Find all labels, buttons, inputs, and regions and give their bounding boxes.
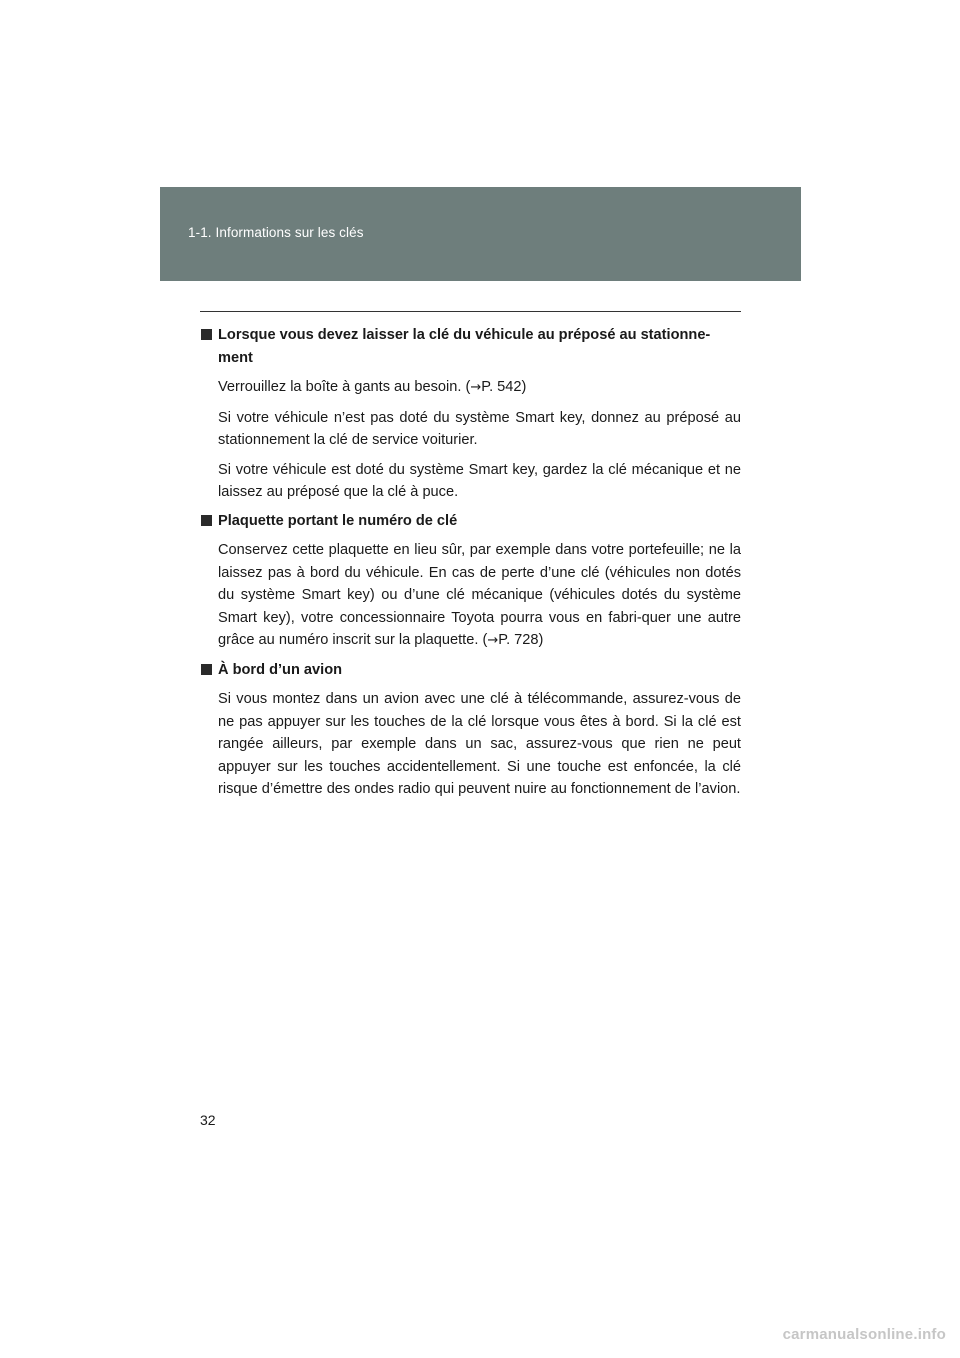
page-number: 32 [200, 1112, 216, 1128]
paragraph: Si votre véhicule n’est pas doté du système Smart key, donnez au préposé au stationnement la clé de service voiturier. [218, 409, 741, 448]
square-bullet-icon [201, 329, 212, 340]
section-heading [200, 510, 741, 533]
paragraph-text: Verrouillez la boîte à gants au besoin. ( [218, 379, 471, 395]
section-heading [200, 659, 741, 682]
section-heading-text: Lorsque vous devez laisser la clé du véhicule au préposé au stationne-ment [218, 327, 711, 366]
paragraph [218, 539, 741, 653]
section-heading-text: Plaquette portant le numéro de clé [218, 512, 458, 529]
section-airplane [200, 659, 741, 801]
watermark-logo: carmanualsonline.info [782, 1326, 946, 1343]
page-reference-link[interactable]: P. 542) [481, 379, 527, 395]
section-header-band [160, 187, 801, 281]
section-valet-parking [200, 324, 741, 504]
page-reference-link[interactable]: P. 728) [498, 632, 544, 648]
section-heading-text: À bord d’un avion [218, 661, 343, 678]
section-heading [200, 324, 741, 369]
square-bullet-icon [201, 515, 212, 526]
header-rule [200, 311, 741, 312]
paragraph: Si vous montez dans un avion avec une clé à télécommande, assurez-vous de ne pas appuyer sur les touches de la clé lorsque vous êtes à bord. Si la clé est rangée ailleurs, par exemple dans un sac, assurez-vous que rien ne peut appuyer sur les touches accidentellement. Si une touche est enfoncée, la clé risque d’émettre des ondes radio qui peuvent nuire au fonctionnement de l’avion. [218, 691, 741, 797]
square-bullet-icon [201, 664, 212, 675]
arrow-right-icon: → [470, 380, 482, 395]
section-key-number-plate [200, 510, 741, 653]
section-title: 1-1. Informations sur les clés [188, 225, 364, 240]
paragraph-text: Conservez cette plaquette en lieu sûr, par exemple dans votre portefeuille; ne la laissez pas à bord du véhicule. En cas de perte d’une clé (véhicules non dotés du système Smart key) ou d’une clé mécanique (véhicules dotés du système Smart key), votre concessionnaire Toyota pourra vous en fabri-quer une autre grâce au numéro inscrit sur la plaquette. ( [218, 542, 741, 648]
page-content [200, 324, 741, 801]
paragraph [218, 376, 741, 400]
arrow-right-icon: → [487, 633, 499, 648]
paragraph: Si votre véhicule est doté du système Smart key, gardez la clé mécanique et ne laissez au préposé que la clé à puce. [218, 461, 741, 500]
